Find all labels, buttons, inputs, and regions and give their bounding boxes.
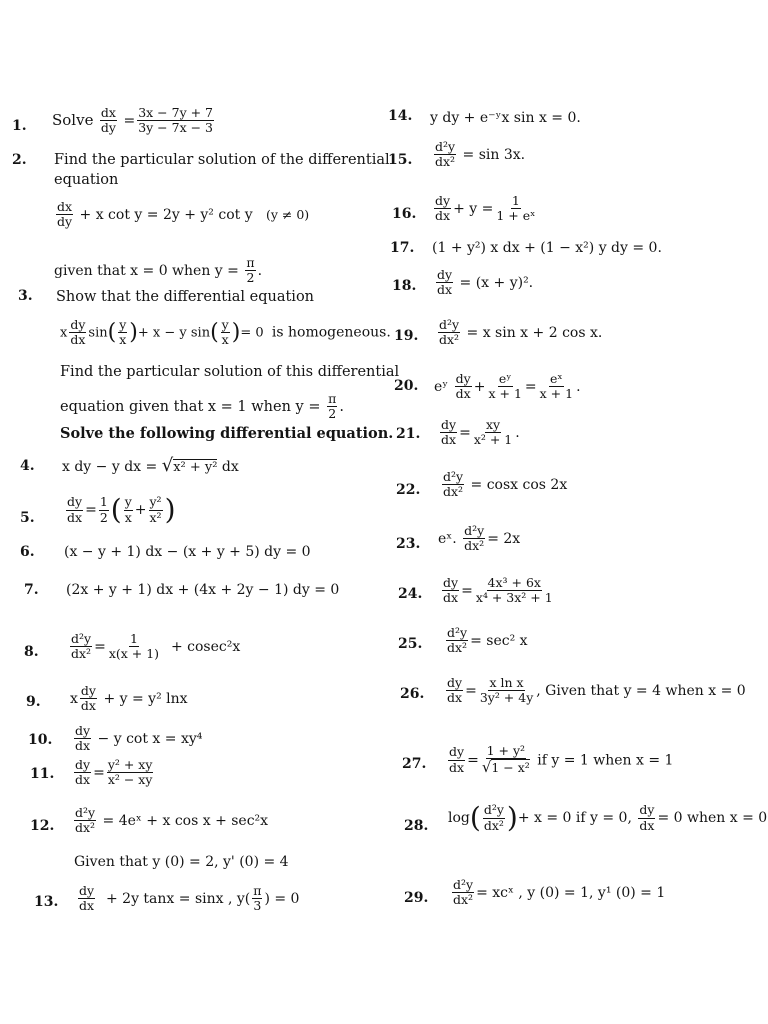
problem-text: Solve $\frac{dx}{dy}$ = $\frac{3x - 7y + 7}{3y - 7x - 3}$ [52, 105, 213, 136]
problem-equation: y dy + e⁻ʸx sin x = 0. [430, 110, 581, 126]
problem-text: Find the particular solution of the differential [54, 152, 390, 168]
problem-number: 18. [392, 278, 417, 294]
problem-equation: $\frac{\text{d²y}}{\text{dx²}}$ = $\frac{1}{x(x + 1)}$ + cosec²x [71, 631, 241, 662]
problem-equation: eʸ $\frac{dy}{dx}$ + $\frac{\text{eʸ}}{x + 1}$ = $\frac{\text{eˣ}}{x + 1}$ . [434, 371, 581, 402]
problem-text: Find the particular solution of this differential [60, 364, 400, 380]
problem-equation: $\frac{\text{d²y}}{\text{dx²}}$ = 4eˣ + x cos x + sec²x [75, 805, 269, 836]
problem-number: 20. [394, 378, 419, 394]
problem-equation: $\frac{dy}{dx}$ = (x + y)². [437, 267, 534, 298]
problem-number: 22. [396, 482, 421, 498]
problem-equation: $\frac{dy}{dx}$ + y = $\frac{1}{\text{1 + eˣ}}$ [435, 193, 536, 224]
problem-number: 21. [396, 426, 421, 442]
problem-number: 28. [404, 818, 429, 834]
problem-number: 17. [390, 240, 415, 256]
problem-number: 1. [12, 118, 27, 134]
problem-equation: eˣ. $\frac{\text{d²y}}{\text{dx²}}$ = 2x [438, 523, 521, 554]
problem-condition: equation given that x = 1 when y = $\frac{\pi}{2}$ . [60, 391, 344, 422]
problem-equation: log( $\frac{\text{d²y}}{\text{dx²}}$ )+ x = 0 if y = 0, $\frac{dy}{dx}$ = 0 when x = 0 [448, 801, 768, 834]
problem-number: 9. [26, 694, 41, 710]
problem-number: 7. [24, 582, 39, 598]
problem-number: 8. [24, 644, 39, 660]
problem-equation: (x − y + 1) dx − (x + y + 5) dy = 0 [64, 544, 311, 560]
problem-equation: $\frac{dy}{dx}$ = $\frac{\text{1 + y²}}{\text{√1 − x²}}$ if y = 1 when x = 1 [449, 743, 674, 777]
problem-number: 3. [18, 288, 33, 304]
problem-number: 11. [30, 766, 55, 782]
problem-number: 25. [398, 636, 423, 652]
problem-equation: $\frac{\text{d²y}}{\text{dx²}}$ = cosx cos 2x [443, 469, 568, 500]
problem-equation: (1 + y²) x dx + (1 − x²) y dy = 0. [432, 240, 662, 256]
problem-number: 6. [20, 544, 35, 560]
problem-number: 14. [388, 108, 413, 124]
problem-number: 5. [20, 510, 35, 526]
problem-number: 19. [394, 328, 419, 344]
problem-number: 29. [404, 890, 429, 906]
problem-number: 2. [12, 152, 27, 168]
problem-equation: x $\frac{dy}{dx}$ + y = y² lnx [70, 683, 188, 714]
problem-number: 27. [402, 756, 427, 772]
problem-number: 12. [30, 818, 55, 834]
problem-equation: $\frac{dy}{dx}$ = $\frac{\text{4x³ + 6x}}{\text{x⁴ + 3x² + 1}}$ [443, 575, 553, 606]
problem-number: 4. [20, 458, 35, 474]
problem-equation: $\frac{\text{d²y}}{\text{dx²}}$ = sec² x [447, 625, 528, 656]
problem-equation: $\frac{dy}{dx}$ = $\frac{1}{2}$ ( $\frac{y}{x}$ + $\frac{\text{y²}}{\text{x²}}$ ) [67, 493, 176, 526]
problem-condition: Given that y (0) = 2, y' (0) = 4 [74, 854, 289, 870]
problem-equation: $\frac{\text{d²y}}{\text{dx²}}$ = xcˣ , y (0) = 1, y¹ (0) = 1 [453, 877, 666, 908]
problem-number: 24. [398, 586, 423, 602]
problem-condition: given that x = 0 when y = $\frac{\pi}{2}$ . [54, 255, 263, 286]
problem-number: 23. [396, 536, 421, 552]
problem-equation: $\frac{\text{d²y}}{\text{dx²}}$ = sin 3x. [435, 139, 526, 170]
problem-equation: $\frac{dy}{dx}$ + 2y tanx = sinx , y( $\frac{\pi}{3}$ ) = 0 [79, 883, 300, 914]
problem-equation: x $\frac{dy}{dx}$ sin( $\frac{y}{x}$ )+ x − y sin( $\frac{y}{x}$ )= 0 is homogeneous. [60, 317, 391, 348]
problem-equation: (2x + y + 1) dx + (4x + 2y − 1) dy = 0 [66, 582, 340, 598]
problem-equation: $\frac{\text{d²y}}{\text{dx²}}$ = x sin x + 2 cos x. [439, 317, 603, 348]
problem-number: 10. [28, 732, 53, 748]
problem-number: 26. [400, 686, 425, 702]
problem-number: 16. [392, 206, 417, 222]
problem-number: 15. [388, 152, 413, 168]
problem-number: 13. [34, 894, 59, 910]
problem-equation: $\frac{dy}{dx}$ = $\frac{xy}{\text{x² + 1}}$ . [441, 417, 520, 448]
problem-text: equation [54, 172, 119, 188]
problem-equation: x dy − y dx = √x² + y² dx [62, 455, 239, 476]
problem-text: Show that the differential equation [56, 289, 315, 305]
problem-equation: $\frac{dy}{dx}$ − y cot x = xy⁴ [75, 723, 203, 754]
problem-equation: $\frac{dx}{dy}$ + x cot y = 2y + y² cot y (y ≠ 0) [57, 199, 310, 230]
problem-equation: $\frac{dy}{dx}$ = $\frac{\text{y² + xy}}{\text{x² − xy}}$ [75, 757, 153, 788]
problem-equation: $\frac{dy}{dx}$ = $\frac{\text{x ln x}}{\text{3y² + 4y}}$ , Given that y = 4 when x = 0 [447, 675, 746, 706]
